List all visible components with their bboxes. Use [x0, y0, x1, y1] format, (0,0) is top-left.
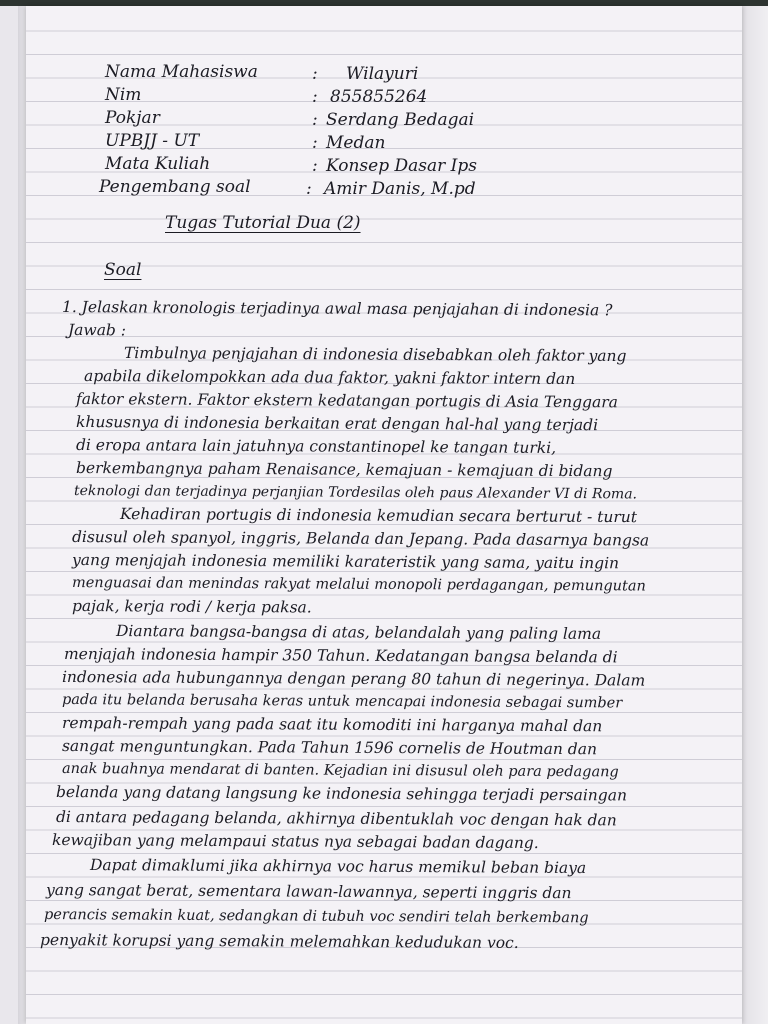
body-line: anak buahnya mendarat di banten. Kejadian ini disusul oleh para pedagang: [61, 761, 619, 781]
header-value-pokjar: Serdang Bedagai: [326, 110, 475, 130]
body-line: faktor ekstern. Faktor ekstern kedatangan portugis di Asia Tenggara: [75, 390, 618, 412]
answer-label: Jawab :: [67, 321, 127, 340]
paper-edge-left: [18, 6, 26, 1024]
body-line: berkembangnya paham Renaisance, kemajuan - kemajuan di bidang: [75, 459, 613, 481]
header-label-nim: Nim: [105, 85, 142, 105]
body-line: menguasai dan menindas rakyat melalui monopoli perdagangan, pemungutan: [71, 575, 646, 595]
body-line: teknologi dan terjadinya perjanjian Tordesilas oleh paus Alexander VI di Roma.: [73, 483, 638, 503]
paper-edge-right: [742, 6, 768, 1024]
header-value-pengembang: Amir Danis, M.pd: [324, 179, 476, 199]
body-line: pajak, kerja rodi / kerja paksa.: [71, 597, 312, 617]
body-line: yang sangat berat, sementara lawan-lawannya, seperti inggris dan: [45, 881, 572, 903]
header-label-pokjar: Pokjar: [105, 108, 160, 128]
header-value-nama: Wilayuri: [346, 64, 419, 84]
body-line: di antara pedagang belanda, akhirnya dibentuklah voc dengan hak dan: [55, 808, 617, 830]
body-line: disusul oleh spanyol, inggris, Belanda dan Jepang. Pada dasarnya bangsa: [71, 528, 650, 550]
header-value-upbjj: Medan: [326, 133, 386, 153]
body-line: khususnya di indonesia berkaitan erat dengan hal-hal yang terjadi: [75, 413, 599, 435]
body-line: rempah-rempah yang pada saat itu komoditi ini harganya mahal dan: [61, 714, 603, 736]
lined-paper-sheet: [26, 6, 742, 1024]
body-line: yang menjajah indonesia memiliki karateristik yang sama, yaitu ingin: [71, 551, 620, 573]
header-colon: :: [306, 179, 312, 199]
header-colon: :: [312, 110, 318, 130]
header-label-pengembang: Pengembang soal: [99, 177, 251, 197]
question-line: 1. Jelaskan kronologis terjadinya awal masa penjajahan di indonesia ?: [61, 298, 613, 320]
body-line: perancis semakin kuat, sedangkan di tubuh voc sendiri telah berkembang: [43, 907, 589, 927]
body-line: Timbulnya penjajahan di indonesia disebabkan oleh faktor yang: [123, 344, 627, 366]
section-label-soal: Soal: [104, 260, 142, 280]
header-value-mata-kuliah: Konsep Dasar Ips: [326, 156, 477, 176]
header-colon: :: [312, 64, 318, 84]
body-line: Diantara bangsa-bangsa di atas, belandalah yang paling lama: [115, 622, 602, 643]
header-value-nim: 855855264: [330, 87, 428, 107]
body-line: penyakit korupsi yang semakin melemahkan kedudukan voc.: [39, 931, 519, 952]
header-label-mata-kuliah: Mata Kuliah: [105, 154, 211, 174]
header-colon: :: [312, 156, 318, 176]
body-line: pada itu belanda berusaha keras untuk mencapai indonesia sebagai sumber: [61, 692, 623, 712]
header-colon: :: [312, 87, 318, 107]
body-line: sangat menguntungkan. Pada Tahun 1596 cornelis de Houtman dan: [61, 737, 598, 759]
body-line: Dapat dimaklumi jika akhirnya voc harus memikul beban biaya: [89, 856, 587, 878]
body-line: apabila dikelompokkan ada dua faktor, yakni faktor intern dan: [83, 367, 576, 389]
body-line: belanda yang datang langsung ke indonesia sehingga terjadi persaingan: [55, 783, 628, 805]
body-line: indonesia ada hubungannya dengan perang 80 tahun di negerinya. Dalam: [61, 668, 646, 690]
header-colon: :: [312, 133, 318, 153]
header-label-nama: Nama Mahasiswa: [105, 62, 258, 82]
body-line: di eropa antara lain jatuhnya constantinopel ke tangan turki,: [75, 436, 557, 457]
assignment-title: Tugas Tutorial Dua (2): [165, 213, 361, 233]
body-line: menjajah indonesia hampir 350 Tahun. Kedatangan bangsa belanda di: [63, 645, 618, 667]
body-line: kewajiban yang melampaui status nya sebagai badan dagang.: [51, 831, 539, 852]
body-line: Kehadiran portugis di indonesia kemudian secara berturut - turut: [119, 505, 638, 527]
header-label-upbjj: UPBJJ - UT: [105, 131, 200, 151]
